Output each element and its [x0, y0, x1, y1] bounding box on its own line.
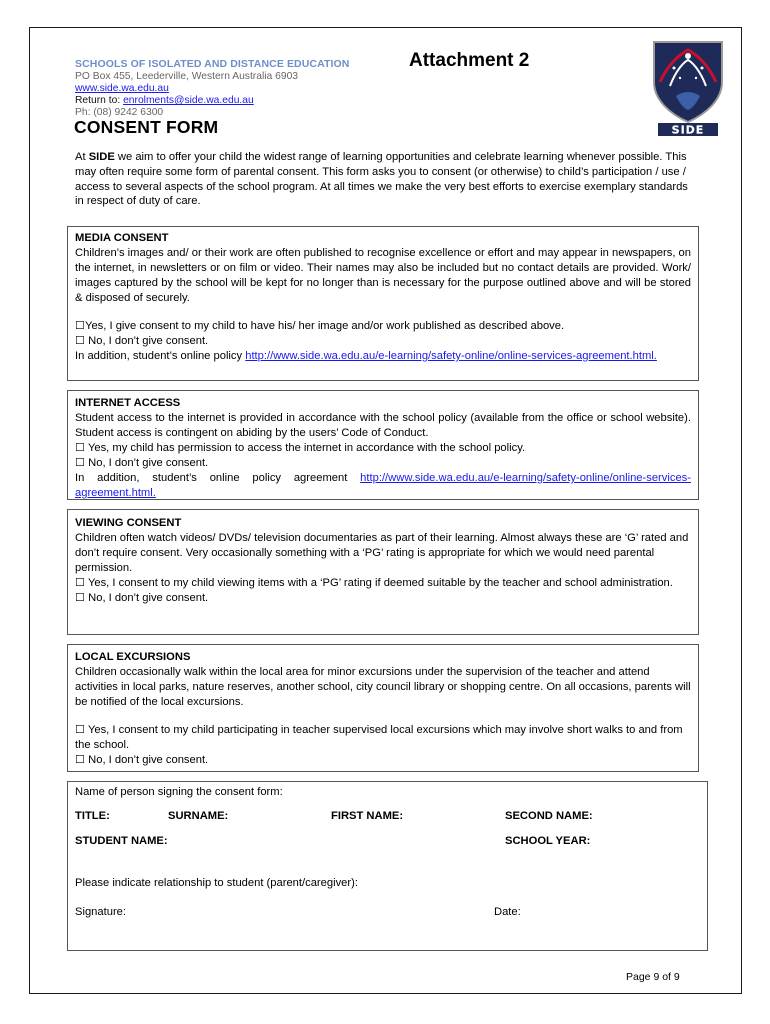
- internet-body: Student access to the internet is provided in accordance with the school policy (available from the office or school website). Student access is contingent on abiding by the users’ Code of Conduct.: [75, 412, 691, 439]
- excursions-no-checkbox[interactable]: ☐: [75, 754, 86, 766]
- media-no-label: No, I don’t give consent.: [88, 335, 209, 347]
- viewing-yes-label: Yes, I consent to my child viewing items with a ‘PG’ rating if deemed suitable by the teacher and school administration.: [87, 577, 673, 589]
- excursions-yes-option: [75, 723, 691, 753]
- viewing-yes-checkbox[interactable]: ☐: [75, 577, 86, 589]
- title-field[interactable]: TITLE:: [75, 810, 110, 822]
- internet-no-label: No, I don’t give consent.: [88, 457, 209, 469]
- signing-intro: Name of person signing the consent form:: [75, 786, 283, 798]
- media-body: Children’s images and/ or their work are often published to recognise excellence or effort and may appear in newspapers, on the internet, in newsletters or on film or video. Their names may also be included but no contact details are provided. Work/ images captured by the school will be kept for no longer than is necessary for the purpose outlined above and will be stored & disposed of securely.: [75, 247, 691, 304]
- return-line: [75, 95, 254, 107]
- excursions-yes-label: Yes, I consent to my child participating in teacher supervised local excursions which may involve short walks to and from the school.: [75, 724, 683, 751]
- signature-field[interactable]: Signature:: [75, 906, 126, 918]
- intro-prefix: At: [75, 151, 89, 163]
- excursions-section: [75, 650, 691, 768]
- internet-no-checkbox[interactable]: ☐: [75, 457, 86, 469]
- student-name-field[interactable]: STUDENT NAME:: [75, 835, 168, 847]
- media-policy-link[interactable]: http://www.side.wa.edu.au/e-learning/safety-online/online-services-agreement.html.: [245, 350, 657, 362]
- return-label: Return to:: [75, 95, 124, 106]
- internet-yes-label: Yes, my child has permission to access the internet in accordance with the school policy.: [87, 442, 526, 454]
- media-no-checkbox[interactable]: ☐: [75, 335, 86, 347]
- media-policy-prefix: In addition, student’s online policy: [75, 350, 246, 362]
- media-consent-section: [75, 231, 691, 364]
- internet-policy-line: [75, 471, 691, 501]
- school-name: SCHOOLS OF ISOLATED AND DISTANCE EDUCATION: [75, 58, 350, 70]
- intro-paragraph: [75, 150, 693, 209]
- website-link[interactable]: www.side.wa.edu.au: [75, 83, 169, 94]
- intro-brand: SIDE: [88, 151, 115, 163]
- excursions-no-option: [75, 753, 691, 768]
- return-email-link[interactable]: enrolments@side.wa.edu.au: [123, 95, 254, 106]
- surname-field[interactable]: SURNAME:: [168, 810, 229, 822]
- po-box-address: PO Box 455, Leederville, Western Australia 6903: [75, 71, 299, 82]
- page-number: Page 9 of 9: [626, 971, 680, 983]
- internet-yes-checkbox[interactable]: ☐: [75, 442, 86, 454]
- relationship-field[interactable]: Please indicate relationship to student (parent/caregiver):: [75, 877, 358, 889]
- date-field[interactable]: Date:: [494, 906, 521, 918]
- excursions-heading: LOCAL EXCURSIONS: [75, 651, 191, 663]
- excursions-yes-checkbox[interactable]: ☐: [75, 724, 86, 736]
- phone-line: Ph: (08) 9242 6300: [75, 107, 164, 118]
- viewing-no-checkbox[interactable]: ☐: [75, 592, 86, 604]
- logo-text: SIDE: [671, 123, 705, 137]
- internet-access-section: [75, 396, 691, 501]
- first-name-field[interactable]: FIRST NAME:: [331, 810, 404, 822]
- internet-policy-prefix: In addition, student’s online policy agreement: [75, 472, 361, 484]
- side-logo: [650, 38, 726, 138]
- school-year-field[interactable]: SCHOOL YEAR:: [505, 835, 591, 847]
- internet-policy-link[interactable]: http://www.side.wa.edu.au/e-learning/safety-online/online-services-agreement.html.: [75, 472, 691, 499]
- excursions-body: Children occasionally walk within the local area for minor excursions under the supervision of the teacher and attend activities in local parks, nature reserves, another school, city council library or shopping centre. On all occasions, parents will be notified of the local excursions.: [75, 666, 691, 708]
- internet-heading: INTERNET ACCESS: [75, 397, 181, 409]
- media-yes-option: [75, 319, 691, 334]
- media-yes-checkbox[interactable]: ☐: [75, 320, 86, 332]
- second-name-field[interactable]: SECOND NAME:: [505, 810, 593, 822]
- viewing-no-label: No, I don’t give consent.: [88, 592, 209, 604]
- media-yes-label: Yes, I give consent to my child to have his/ her image and/or work published as described above.: [85, 320, 565, 332]
- attachment-label: Attachment 2: [409, 50, 530, 71]
- viewing-heading: VIEWING CONSENT: [75, 517, 182, 529]
- media-heading: MEDIA CONSENT: [75, 232, 169, 244]
- media-no-option: [75, 334, 691, 349]
- form-title: CONSENT FORM: [74, 117, 219, 137]
- internet-no-option: [75, 456, 691, 471]
- website-line: [75, 83, 169, 95]
- signing-box: [67, 781, 708, 951]
- viewing-yes-option: [75, 576, 691, 591]
- excursions-no-label: No, I don’t give consent.: [88, 754, 209, 766]
- intro-text: we aim to offer your child the widest range of learning opportunities and celebrate learning whenever possible. This may often require some form of parental consent. This form asks you to consent (or otherwise) to child’s participation / use / access to several aspects of the school program. At all times we make the very best efforts to exercise exemplary standards in respect of duty of care.: [75, 151, 688, 208]
- viewing-no-option: [75, 591, 691, 606]
- internet-yes-option: [75, 441, 691, 456]
- viewing-body: Children often watch videos/ DVDs/ television documentaries as part of their learning. Almost always these are ‘G’ rated and don’t require consent. Very occasionally something with a ‘PG’ rating is appropriate for which we would need parental permission.: [75, 532, 689, 574]
- media-policy-line: [75, 349, 691, 364]
- viewing-consent-section: [75, 516, 691, 606]
